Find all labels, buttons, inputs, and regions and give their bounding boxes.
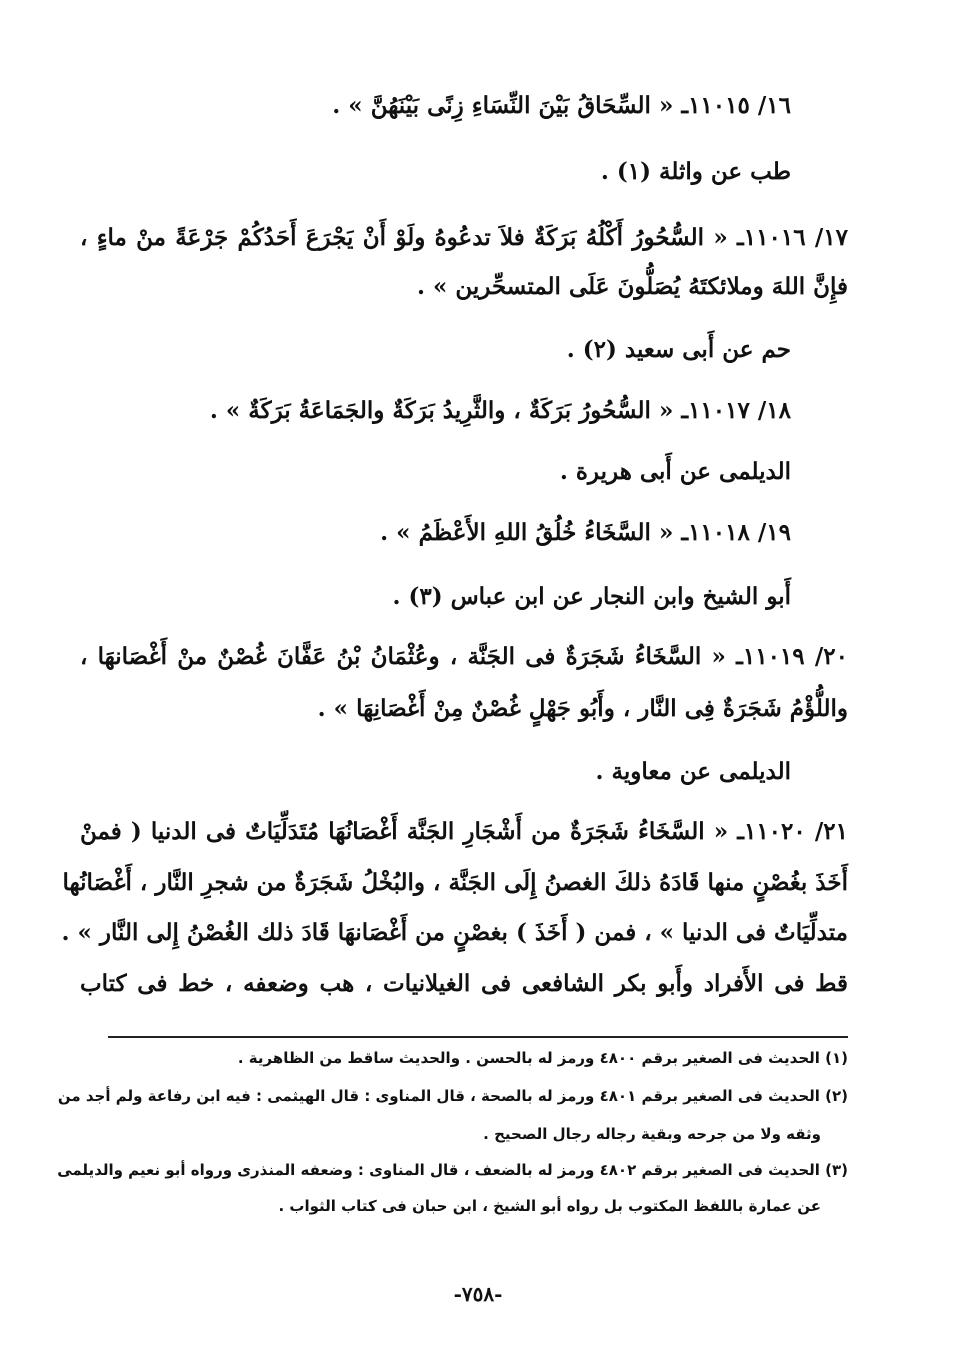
hadith-16-line-1: ١٦/ ١١٠١٥ـ « السِّحَاقُ بَيْنَ النِّسَاءِ زِنًى بَيْنَهُنَّ » . xyxy=(332,92,791,119)
footnote-3-line-1: (٣) الحديث فى الصغير برقم ٤٨٠٢ ورمز له بالضعف ، قال المناوى : وضعفه المنذرى ورواه أبو نعيم والديلمى xyxy=(57,1161,848,1179)
hadith-21-line-3: متدلِّيَاتٌ فى الدنيا » ، فمن ( أَخَذَ ) بغصْنٍ من أَغْصَانهَا قَادَ ذلك الغُصْنُ إِلى النَّار » . xyxy=(61,919,848,946)
hadith-18-line-1: ١٨/ ١١٠١٧ـ « السُّحُورُ بَرَكَةٌ ، والثَّرِيدُ بَرَكَةٌ والجَمَاعَةُ بَرَكَةٌ » . xyxy=(209,397,791,424)
source-21: قط فى الأَفراد وأَبو بكر الشافعى فى الغيلانيات ، هب وضعفه ، خط فى كتاب xyxy=(80,970,848,997)
footnote-1: (١) الحديث فى الصغير برقم ٤٨٠٠ ورمز له بالحسن . والحديث ساقط من الظاهرية . xyxy=(237,1049,848,1067)
footnote-3-line-2: عن عمارة باللفظ المكتوب بل رواه أبو الشيخ ، ابن حبان فى كتاب الثواب . xyxy=(278,1197,821,1215)
footnote-2-line-1: (٢) الحديث فى الصغير برقم ٤٨٠١ ورمز له بالصحة ، قال المناوى : قال الهيثمى : فيه ابن رفاعة ولم أجد من xyxy=(57,1087,848,1105)
page-number: -٧٥٨- xyxy=(453,1282,503,1306)
footnote-separator xyxy=(108,1036,848,1038)
source-17: حم عن أَبى سعيد (٢) . xyxy=(566,336,791,363)
source-18: الديلمى عن أَبى هريرة . xyxy=(559,458,791,485)
source-20: الديلمى عن معاوية . xyxy=(595,758,791,785)
hadith-20-line-1: ٢٠/ ١١٠١٩ـ « السَّخَاءُ شَجَرَةٌ فى الجَنَّة ، وعُثْمَانُ بْنُ عَفَّانَ غُصْنٌ منْ أَغْصَانهَا ، xyxy=(80,643,848,670)
hadith-17-line-2: فإِنَّ اللهَ وملائكتَهُ يُصَلُّونَ عَلَى المتسحِّرين » . xyxy=(416,273,848,300)
hadith-17-line-1: ١٧/ ١١٠١٦ـ « السُّحُورُ أَكْلُهُ بَرَكَةٌ فلاَ تدعُوهُ ولَوْ أَنْ يَجْرَعَ أَحَدُكُمْ جَرْعَةً منْ ماءٍ ، xyxy=(80,224,848,251)
hadith-21-line-1: ٢١/ ١١٠٢٠ـ « السَّخَاءُ شَجَرَةٌ من أَشْجَارِ الجَنَّة أَغْصَانُهَا مُتَدَلِّيَاتٌ فى الدنيا ( فمنْ xyxy=(80,818,848,845)
hadith-19-line-1: ١٩/ ١١٠١٨ـ « السَّخَاءُ خُلُقُ اللهِ الأَعْظَمُ » . xyxy=(380,519,791,546)
source-16: طب عن واثلة (١) . xyxy=(600,158,791,185)
hadith-21-line-2: أَخَذَ بغُصْنٍ منها قَادَهُ ذلكَ الغصنُ إِلَى الجَنَّة ، والبُخْلُ شَجَرَةٌ من شجرِ النَّار ، أَغْصَانُها xyxy=(62,869,848,896)
hadith-20-line-2: واللُّؤْمُ شَجَرَةٌ فِى النَّار ، وأَبُو جَهْلٍ غُصْنٌ مِنْ أَغْصَانِهَا » . xyxy=(317,695,848,722)
footnote-2-line-2: وثقه ولا من جرحه وبقية رجاله رجال الصحيح . xyxy=(483,1125,821,1143)
source-19: أَبو الشيخ وابن النجار عن ابن عباس (٣) . xyxy=(392,583,791,610)
